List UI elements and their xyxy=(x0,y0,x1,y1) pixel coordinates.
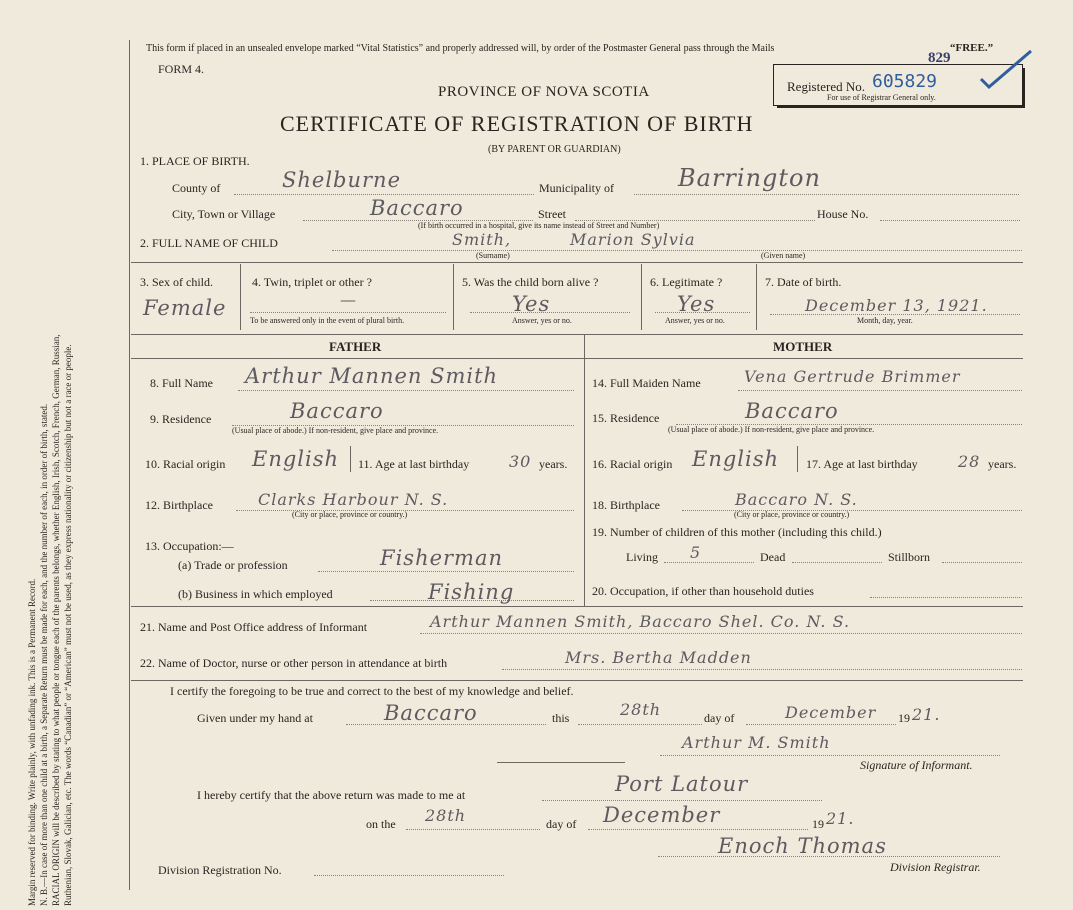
legitimate-line xyxy=(655,312,750,313)
business-value: Fishing xyxy=(428,580,515,604)
registrar-place-line xyxy=(542,800,822,801)
father-birthplace-note: (City or place, province or country.) xyxy=(292,510,408,519)
mother-residence-note: (Usual place of abode.) If non-resident, give place and province. xyxy=(668,425,875,434)
father-name: Arthur Mannen Smith xyxy=(245,364,499,388)
mother-racial-label: 16. Racial origin xyxy=(592,457,673,471)
stillborn-label: Stillborn xyxy=(888,550,931,564)
father-residence: Baccaro xyxy=(290,399,384,423)
street-note: (If birth occurred in a hospital, give its name instead of Street and Number) xyxy=(418,221,660,230)
informant-value: Arthur Mannen Smith, Baccaro Shel. Co. N. S. xyxy=(430,612,851,631)
registrar-day: 28th xyxy=(425,806,467,825)
business-label: (b) Business in which employed xyxy=(178,587,333,601)
registrar-label: Division Registrar. xyxy=(890,860,981,874)
rule-col-2 xyxy=(453,264,454,330)
father-racial-label: 10. Racial origin xyxy=(145,457,226,471)
mother-racial-divider xyxy=(797,446,798,472)
living-line xyxy=(664,562,754,563)
mother-residence: Baccaro xyxy=(745,399,839,423)
twin-value: — xyxy=(340,290,357,309)
legitimate-label: 6. Legitimate ? xyxy=(650,275,723,289)
dob-note: Month, day, year. xyxy=(857,316,913,325)
municipality-line xyxy=(634,194,1019,195)
cert-month-line xyxy=(746,724,896,725)
mother-occupation-line xyxy=(870,597,1022,598)
municipality-label: Municipality of xyxy=(539,181,614,195)
mother-name: Vena Gertrude Brimmer xyxy=(744,367,961,386)
alive-line xyxy=(470,312,630,313)
cert-day-of-label: day of xyxy=(704,711,735,725)
father-heading: FATHER xyxy=(329,339,382,354)
margin-rule xyxy=(129,40,130,890)
trade-line xyxy=(318,571,574,572)
city-value: Baccaro xyxy=(370,196,464,220)
father-occupation-label: 13. Occupation:— xyxy=(145,539,234,553)
mother-age-label: 17. Age at last birthday xyxy=(806,457,918,471)
page-title: CERTIFICATE OF REGISTRATION OF BIRTH xyxy=(280,111,754,136)
rule-col-4 xyxy=(756,264,757,330)
legitimate-note: Answer, yes or no. xyxy=(665,316,725,325)
cert-month: December xyxy=(785,703,877,722)
informant-line xyxy=(420,633,1022,634)
sex-label: 3. Sex of child. xyxy=(140,275,213,289)
dob-value: December 13, 1921. xyxy=(805,296,988,315)
mother-name-label: 14. Full Maiden Name xyxy=(592,376,701,390)
place-heading: 1. PLACE OF BIRTH. xyxy=(140,154,250,168)
municipality-value: Barrington xyxy=(678,164,821,192)
signature-left-rule xyxy=(497,762,625,763)
doctor-line xyxy=(502,669,1022,670)
house-line xyxy=(880,220,1020,221)
legitimate-value: Yes xyxy=(677,292,716,316)
rule-parents-divider xyxy=(584,335,585,607)
trade-label: (a) Trade or profession xyxy=(178,558,288,572)
margin-note-2: N. B.—In case of more than one child at a birth, a Separate Return must be made for each, and the number of each, in order of birth, stated. xyxy=(39,403,49,906)
mother-birthplace-note: (City or place, province or country.) xyxy=(734,510,850,519)
margin-note-3: RACIAL ORIGIN will be described by stating to what people or tongue each of the parents belongs, whether English, Irish, Scotch, French, German, Russian, xyxy=(51,334,61,906)
informant-signature: Arthur M. Smith xyxy=(682,733,831,752)
father-age-label: 11. Age at last birthday xyxy=(358,457,470,471)
subtitle: (BY PARENT OR GUARDIAN) xyxy=(488,144,621,155)
child-given-name: Marion Sylvia xyxy=(570,230,696,249)
registered-stamp: 829 xyxy=(928,50,951,66)
form-number: FORM 4. xyxy=(158,62,205,76)
sex-value: Female xyxy=(143,296,227,320)
free-label: “FREE.” xyxy=(950,42,994,54)
twin-label: 4. Twin, triplet or other ? xyxy=(252,275,372,289)
mother-name-line xyxy=(738,390,1022,391)
dob-line xyxy=(770,314,1020,315)
registered-label: Registered No. xyxy=(787,79,865,94)
registrar-day-of-label: day of xyxy=(546,817,577,831)
living-label: Living xyxy=(626,550,658,564)
given-at-place: Baccaro xyxy=(384,701,478,725)
father-age-years: years. xyxy=(539,457,568,471)
registered-number: 605829 xyxy=(872,71,938,92)
day-line xyxy=(578,724,702,725)
registrar-year-prefix: 19 xyxy=(812,817,824,831)
father-name-line xyxy=(238,390,574,391)
checkmark-icon xyxy=(975,45,1035,95)
informant-label: 21. Name and Post Office address of Informant xyxy=(140,620,368,634)
given-at-label: Given under my hand at xyxy=(197,711,313,725)
father-residence-label: 9. Residence xyxy=(150,412,212,426)
mother-birthplace-label: 18. Birthplace xyxy=(592,498,660,512)
rule-parents-top xyxy=(131,334,1023,335)
certify-statement: I certify the foregoing to be true and correct to the best of my knowledge and belief. xyxy=(170,684,574,698)
province-title: PROVINCE OF NOVA SCOTIA xyxy=(438,84,650,100)
rule-parents-bottom xyxy=(131,606,1023,607)
child-surname: Smith, xyxy=(452,230,512,249)
cert-year-prefix: 19 xyxy=(898,711,910,725)
registrar-month: December xyxy=(603,803,721,827)
rule-cert-top xyxy=(131,680,1023,681)
twin-line xyxy=(250,312,446,313)
rule-row-top xyxy=(131,262,1023,263)
trade-value: Fisherman xyxy=(380,546,504,570)
twin-note: To be answered only in the event of plural birth. xyxy=(250,316,405,325)
on-the-label: on the xyxy=(366,817,396,831)
registered-note: For use of Registrar General only. xyxy=(827,93,936,102)
informant-signature-line xyxy=(660,755,1000,756)
margin-note-1: Margin reserved for binding. Write plainly, with unfading ink. This is a Permanent Record. xyxy=(27,578,37,906)
this-label: this xyxy=(552,711,570,725)
father-racial: English xyxy=(252,447,340,471)
child-name-label: 2. FULL NAME OF CHILD xyxy=(140,236,278,250)
informant-signature-label: Signature of Informant. xyxy=(860,758,973,772)
doctor-value: Mrs. Bertha Madden xyxy=(565,648,752,667)
registrar-month-line xyxy=(588,829,808,830)
mother-racial: English xyxy=(692,447,780,471)
rule-col-3 xyxy=(641,264,642,330)
registrar-day-line xyxy=(406,829,540,830)
father-name-label: 8. Full Name xyxy=(150,376,213,390)
rule-col-1 xyxy=(240,264,241,330)
mother-occupation-label: 20. Occupation, if other than household duties xyxy=(592,584,814,598)
mother-residence-label: 15. Residence xyxy=(592,411,660,425)
alive-value: Yes xyxy=(512,292,551,316)
dead-label: Dead xyxy=(760,550,786,564)
cert-day: 28th xyxy=(620,700,662,719)
mother-birthplace-line xyxy=(682,510,1022,511)
mother-age-years: years. xyxy=(988,457,1017,471)
county-label: County of xyxy=(172,181,221,195)
father-age: 30 xyxy=(509,452,532,471)
house-label: House No. xyxy=(817,207,869,221)
alive-label: 5. Was the child born alive ? xyxy=(462,275,599,289)
mail-notice: This form if placed in an unsealed envelope marked “Vital Statistics” and properly addressed will, by order of the Postmaster General pass through the Mails xyxy=(146,43,775,54)
division-reg-label: Division Registration No. xyxy=(158,863,282,877)
county-value: Shelburne xyxy=(282,168,402,192)
living-value: 5 xyxy=(690,543,702,562)
father-racial-divider xyxy=(350,446,351,472)
dead-line xyxy=(792,562,882,563)
child-name-line xyxy=(332,250,1022,251)
children-label: 19. Number of children of this mother (including this child.) xyxy=(592,525,882,539)
father-residence-note: (Usual place of abode.) If non-resident, give place and province. xyxy=(232,426,439,435)
stillborn-line xyxy=(942,562,1022,563)
margin-notes xyxy=(26,46,74,906)
division-reg-line xyxy=(314,875,504,876)
mother-heading: MOTHER xyxy=(773,339,833,354)
registrar-place: Port Latour xyxy=(615,772,749,796)
surname-note: (Surname) xyxy=(476,251,510,260)
dob-label: 7. Date of birth. xyxy=(765,275,842,289)
registrar-year: 21. xyxy=(826,809,855,828)
cert-year: 21. xyxy=(912,705,941,724)
county-line xyxy=(234,194,534,195)
margin-note-4: Ruthenian, Slovak, Galician, etc. The words “Canadian” or “American” must not be used, as they express nationality or citizenship but not a race or people. xyxy=(63,344,73,906)
rule-parents-head xyxy=(131,358,1023,359)
mother-birthplace: Baccaro N. S. xyxy=(735,490,858,509)
street-label: Street xyxy=(538,207,566,221)
registrar-statement: I hereby certify that the above return was made to me at xyxy=(197,788,466,802)
alive-note: Answer, yes or no. xyxy=(512,316,572,325)
father-birthplace: Clarks Harbour N. S. xyxy=(258,490,449,509)
doctor-label: 22. Name of Doctor, nurse or other person in attendance at birth xyxy=(140,656,448,670)
given-note: (Given name) xyxy=(761,251,806,260)
mother-age: 28 xyxy=(958,452,981,471)
registrar-signature: Enoch Thomas xyxy=(718,834,887,858)
father-birthplace-label: 12. Birthplace xyxy=(145,498,213,512)
city-label: City, Town or Village xyxy=(172,207,276,221)
